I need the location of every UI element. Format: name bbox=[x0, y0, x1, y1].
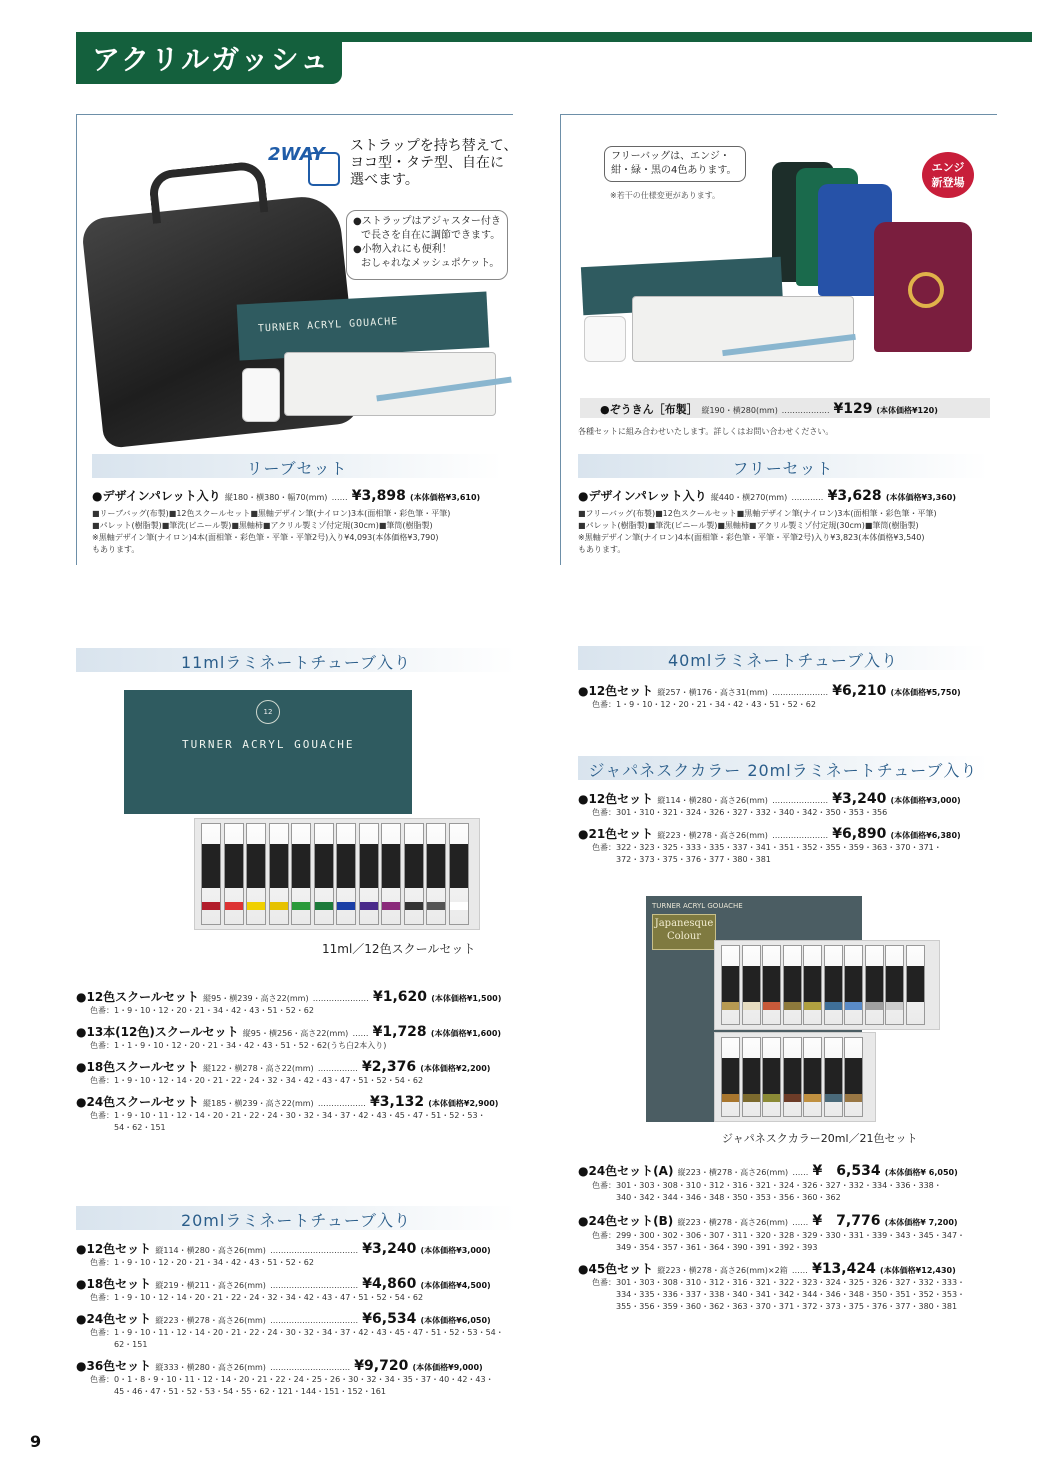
tube-color-swatch bbox=[845, 1094, 862, 1102]
item-dims: 縦114・横280・高さ26(mm) bbox=[657, 796, 768, 805]
free-set-band-label: フリーセット bbox=[732, 459, 834, 478]
color-numbers: 色番：299・300・302・306・307・311・320・328・329・330・331・339・343・345・347・ bbox=[592, 1231, 966, 1240]
item-base-price: (本体価格¥4,500) bbox=[420, 1281, 491, 1290]
product-line bbox=[76, 988, 526, 1005]
color-numbers: 色番：1・1・9・10・12・20・21・34・42・43・51・52・62(うち白2本入り) bbox=[90, 1041, 387, 1050]
color-numbers: 色番：1・9・10・12・14・20・21・22・24・32・34・42・43・47・51・52・54・62 bbox=[90, 1293, 424, 1302]
paint-tube bbox=[803, 945, 822, 1025]
band-11ml-label: 11mlラミネートチューブ入り bbox=[180, 653, 412, 672]
list-20ml bbox=[76, 1240, 526, 1404]
item-price: ¥1,728 bbox=[372, 1024, 427, 1040]
twoway-text bbox=[350, 138, 517, 189]
list-11ml bbox=[76, 988, 526, 1140]
paint-tube bbox=[824, 945, 843, 1025]
item-dots: …… bbox=[792, 1168, 809, 1177]
item-base-price: (本体価格¥6,380) bbox=[890, 831, 961, 840]
paint-tube bbox=[885, 945, 904, 1025]
tube-color-swatch bbox=[337, 902, 355, 910]
paint-tube bbox=[201, 823, 221, 925]
twoway-label: 2WAY bbox=[268, 144, 325, 165]
item-price: ¥4,860 bbox=[362, 1276, 417, 1292]
product-row bbox=[76, 988, 526, 1017]
band-japanesque bbox=[578, 756, 988, 780]
item-dims: 縦223・横278・高さ26(mm) bbox=[657, 831, 768, 840]
tube-color-swatch bbox=[292, 902, 310, 910]
item-dots: ……………… bbox=[781, 406, 830, 415]
tube-color-swatch bbox=[202, 902, 220, 910]
list-japanesque-top bbox=[578, 790, 1008, 872]
tube-color-swatch bbox=[845, 1002, 862, 1010]
contents-line: ※黒軸デザイン筆(ナイロン)4本(面相筆・彩色筆・平筆・平筆2号)入り¥4,093(本体価格¥3,790) bbox=[92, 533, 439, 542]
paint-tube bbox=[291, 823, 311, 925]
band-11ml bbox=[76, 648, 516, 672]
color-numbers: 349・354・357・361・364・390・391・392・393 bbox=[616, 1243, 818, 1252]
item-dots: …… bbox=[792, 1218, 809, 1227]
product-line bbox=[578, 790, 1008, 807]
item-dots: …………………………… bbox=[270, 1316, 359, 1325]
paint-tube bbox=[336, 823, 356, 925]
tube-color-swatch bbox=[804, 1094, 821, 1102]
item-dots: …………………………… bbox=[270, 1281, 359, 1290]
color-numbers: 色番：1・9・10・12・20・21・34・42・43・51・52・62 bbox=[90, 1258, 314, 1267]
color-numbers: 色番：1・9・10・12・20・21・34・42・43・51・52・62 bbox=[90, 1006, 314, 1015]
item-name: ●36色セット bbox=[76, 1359, 152, 1373]
new-enji-badge bbox=[922, 152, 974, 198]
item-price: ¥3,132 bbox=[370, 1094, 425, 1110]
color-numbers: 54・62・151 bbox=[114, 1123, 166, 1132]
leaf-set-band bbox=[92, 454, 502, 478]
leaf-set-contents bbox=[92, 508, 512, 556]
product-row bbox=[578, 790, 1008, 819]
item-name: ●デザインパレット入り bbox=[92, 489, 221, 503]
badge-line: エンジ bbox=[931, 161, 965, 174]
item-name: ●12色スクールセット bbox=[76, 990, 199, 1004]
pkg-title: Japanesque bbox=[654, 918, 714, 929]
item-dims: 縦223・横278・高さ26(mm) bbox=[677, 1168, 789, 1177]
paint-tube bbox=[906, 945, 925, 1025]
tube-label bbox=[337, 844, 355, 888]
color-numbers: 色番：1・9・10・11・12・14・20・21・22・24・30・32・34・37・42・43・45・47・51・52・53・ bbox=[90, 1111, 486, 1120]
paint-tube bbox=[381, 823, 401, 925]
product-row bbox=[76, 1275, 526, 1304]
item-name: ●13本(12色)スクールセット bbox=[76, 1025, 239, 1039]
caption-japanesque: ジャパネスクカラー20ml／21色セット bbox=[722, 1132, 918, 1145]
item-dots: ………………………… bbox=[270, 1363, 351, 1372]
contents-line: ■リーブバッグ(布製)■12色スクールセット■黒軸デザイン筆(ナイロン)3本(面相筆・彩色筆・平筆) bbox=[92, 509, 451, 518]
paint-tube bbox=[742, 1037, 761, 1117]
item-price: ¥9,720 bbox=[354, 1358, 409, 1374]
tube-color-swatch bbox=[270, 902, 288, 910]
free-set-item-line bbox=[578, 487, 956, 504]
item-dims: 縦114・横280・高さ26(mm) bbox=[155, 1246, 266, 1255]
list-japanesque-bottom bbox=[578, 1160, 1008, 1319]
paint-tube bbox=[404, 823, 424, 925]
item-base-price: (本体価格¥1,600) bbox=[430, 1029, 502, 1038]
contents-line: ■フリーバッグ(布製)■12色スクールセット■黒軸デザイン筆(ナイロン)3本(面相筆・彩色筆・平筆) bbox=[578, 509, 937, 518]
color-numbers: 色番：322・323・325・333・335・337・341・351・352・355・359・363・370・371・ bbox=[592, 843, 942, 852]
tube-color-swatch bbox=[804, 1002, 821, 1010]
item-price: ¥6,534 bbox=[362, 1311, 417, 1327]
item-dims: 縦257・横176・高さ31(mm) bbox=[657, 688, 768, 697]
item-name: ●24色セット(A) bbox=[578, 1164, 674, 1178]
twoway-text-2: ヨコ型・タテ型、自在に bbox=[350, 155, 504, 171]
item-name: ●18色セット bbox=[76, 1277, 152, 1291]
bag-logo-icon bbox=[908, 272, 944, 308]
combine-note: 各種セットに組み合わせいたします。詳しくはお問い合わせください。 bbox=[578, 427, 834, 436]
tube-color-swatch bbox=[825, 1002, 842, 1010]
product-line bbox=[578, 825, 1008, 842]
paint-tube bbox=[803, 1037, 822, 1117]
color-numbers: 色番：0・1・8・9・10・11・12・14・20・21・22・24・25・26・30・32・34・35・37・40・42・43・ bbox=[90, 1375, 494, 1384]
color-numbers: 色番：1・9・10・12・20・21・34・42・43・51・52・62 bbox=[592, 700, 816, 709]
tube-color-swatch bbox=[722, 1002, 739, 1010]
item-base-price: (本体価格¥3,000) bbox=[890, 796, 961, 805]
paint-tube bbox=[742, 945, 761, 1025]
leaf-set-item-line bbox=[92, 487, 480, 504]
contents-line: もあります。 bbox=[92, 545, 140, 554]
colours-seal: 12 bbox=[256, 700, 280, 724]
twoway-text-3: 選べます。 bbox=[350, 172, 419, 188]
paint-tube bbox=[762, 945, 781, 1025]
zoukin-line bbox=[600, 401, 938, 417]
item-dims: 縦333・横280・高さ26(mm) bbox=[155, 1363, 266, 1372]
tube-label bbox=[405, 844, 423, 888]
product-line bbox=[578, 1260, 1008, 1277]
product-row bbox=[578, 1210, 1008, 1254]
product-row bbox=[76, 1240, 526, 1269]
tube-color-swatch bbox=[722, 1094, 739, 1102]
item-dims: 縦180・横380・幅70(mm) bbox=[224, 493, 328, 502]
item-price: ¥3,898 bbox=[351, 488, 406, 504]
item-dots: ………… bbox=[791, 493, 824, 502]
header-rule bbox=[340, 32, 1032, 42]
item-price: ¥129 bbox=[833, 401, 873, 417]
item-price: ¥3,628 bbox=[827, 488, 882, 504]
item-base-price: (本体価格¥3,610) bbox=[410, 493, 481, 502]
band-japanesque-label: ジャパネスクカラー 20mlラミネートチューブ入り bbox=[588, 761, 978, 780]
paint-tube bbox=[783, 1037, 802, 1117]
item-dots: …………… bbox=[317, 1064, 358, 1073]
contents-line: ■パレット(樹脂製)■筆洗(ビニール製)■黒軸柿■アクリル製ミゾ付定規(30cm)■筆筒(樹脂製) bbox=[578, 521, 919, 530]
paint-tube bbox=[844, 945, 863, 1025]
free-set-band bbox=[578, 454, 988, 478]
tube-color-swatch bbox=[360, 902, 378, 910]
item-name: ●18色スクールセット bbox=[76, 1060, 199, 1074]
tube-color-swatch bbox=[247, 902, 265, 910]
item-price: ¥ 6,534 bbox=[812, 1163, 881, 1179]
water-cup bbox=[242, 368, 280, 422]
paint-tube bbox=[269, 823, 289, 925]
color-numbers: 色番：1・9・10・11・12・14・20・21・22・24・30・32・34・37・42・43・45・47・51・52・53・54・ bbox=[90, 1328, 504, 1337]
callout-line: おしゃれなメッシュポケット。 bbox=[361, 258, 500, 269]
tube-color-swatch bbox=[784, 1094, 801, 1102]
paint-tube bbox=[449, 823, 469, 925]
item-base-price: (本体価格¥120) bbox=[876, 406, 938, 415]
item-name: ●12色セット bbox=[578, 792, 654, 806]
item-dots: ………………… bbox=[772, 796, 829, 805]
product-row bbox=[578, 682, 1008, 711]
item-dims: 縦122・横278・高さ22(mm) bbox=[203, 1064, 314, 1073]
item-name: ●12色セット bbox=[76, 1242, 152, 1256]
item-dots: ………………… bbox=[772, 831, 829, 840]
product-row bbox=[76, 1310, 526, 1351]
item-price: ¥2,376 bbox=[362, 1059, 417, 1075]
tube-color-swatch bbox=[886, 1002, 903, 1010]
tube-color-swatch bbox=[427, 902, 445, 910]
paint-tube bbox=[865, 945, 884, 1025]
product-line bbox=[76, 1310, 526, 1327]
tube-color-swatch bbox=[225, 902, 243, 910]
item-dots: …… bbox=[331, 493, 348, 502]
item-base-price: (本体価格¥1,500) bbox=[431, 994, 502, 1003]
item-dims: 縦190・横280(mm) bbox=[701, 406, 778, 415]
japanesque-tubes-top bbox=[714, 940, 940, 1030]
item-price: ¥6,890 bbox=[832, 826, 887, 842]
product-line bbox=[578, 1160, 1008, 1180]
product-line bbox=[76, 1023, 526, 1040]
product-row bbox=[76, 1058, 526, 1087]
item-price: ¥ 7,776 bbox=[812, 1213, 881, 1229]
product-row bbox=[578, 1160, 1008, 1204]
item-dots: …………………………… bbox=[270, 1246, 359, 1255]
color-numbers: 62・151 bbox=[114, 1340, 148, 1349]
item-dots: …… bbox=[791, 1266, 808, 1275]
product-line bbox=[76, 1357, 526, 1374]
item-base-price: (本体価格¥6,050) bbox=[420, 1316, 491, 1325]
product-row bbox=[578, 825, 1008, 866]
item-dots: ……………… bbox=[317, 1099, 366, 1108]
tube-color-swatch bbox=[825, 1094, 842, 1102]
color-numbers: 355・356・359・360・362・363・370・371・372・373・375・376・377・380・381 bbox=[616, 1302, 958, 1311]
paint-tube bbox=[314, 823, 334, 925]
japanesque-label bbox=[652, 914, 716, 950]
free-bag-bubble bbox=[604, 146, 746, 182]
japanesque-tubes-bottom bbox=[714, 1032, 876, 1122]
paint-tube bbox=[224, 823, 244, 925]
item-dots: ………………… bbox=[772, 688, 829, 697]
caption-11ml: 11ml／12色スクールセット bbox=[322, 942, 476, 956]
item-name: ●デザインパレット入り bbox=[578, 489, 707, 503]
item-base-price: (本体価格¥ 7,200) bbox=[884, 1218, 958, 1227]
page-title: アクリルガッシュ bbox=[92, 43, 331, 76]
paint-tube bbox=[359, 823, 379, 925]
tube-label bbox=[450, 844, 468, 888]
item-name: ●24色セット bbox=[76, 1312, 152, 1326]
color-numbers: 色番：301・303・308・310・312・316・321・324・326・327・332・334・336・338・ bbox=[592, 1181, 942, 1190]
item-dims: 縦185・横239・高さ22(mm) bbox=[203, 1099, 314, 1108]
item-dims: 縦95・横256・高さ22(mm) bbox=[242, 1029, 349, 1038]
item-base-price: (本体価格¥9,000) bbox=[412, 1363, 483, 1372]
package-brand: TURNER ACRYL GOUACHE bbox=[652, 902, 743, 910]
product-line bbox=[578, 682, 1008, 699]
product-line bbox=[76, 1058, 526, 1075]
paint-tube bbox=[246, 823, 266, 925]
item-dots: …… bbox=[352, 1029, 369, 1038]
tube-color-swatch bbox=[784, 1002, 801, 1010]
item-price: ¥3,240 bbox=[832, 791, 887, 807]
tube-color-swatch bbox=[763, 1094, 780, 1102]
product-line bbox=[76, 1275, 526, 1292]
callout-line: ●ストラップはアジャスター付き bbox=[353, 216, 501, 227]
package-brand: TURNER ACRYL GOUACHE bbox=[257, 316, 399, 335]
product-row bbox=[76, 1023, 526, 1052]
band-20ml-label: 20mlラミネートチューブ入り bbox=[180, 1211, 412, 1230]
item-name: ●45色セット bbox=[578, 1262, 654, 1276]
item-dims: 縦219・横211・高さ26(mm) bbox=[155, 1281, 266, 1290]
free-set-contents bbox=[578, 508, 998, 556]
twoway-text-1: ストラップを持ち替えて、 bbox=[350, 138, 518, 154]
paint-tube bbox=[824, 1037, 843, 1117]
product-row bbox=[76, 1093, 526, 1134]
paint-tube bbox=[783, 945, 802, 1025]
tubes-11ml-image bbox=[194, 818, 480, 930]
callout-line: ●小物入れにも便利！ bbox=[353, 244, 452, 255]
tube-label bbox=[270, 844, 288, 888]
item-dots: ………………… bbox=[312, 994, 369, 1003]
color-numbers: 340・342・344・346・348・350・353・356・360・362 bbox=[616, 1193, 841, 1202]
paint-tube bbox=[844, 1037, 863, 1117]
color-numbers: 色番：301・303・308・310・312・316・321・322・323・324・325・326・327・332・333・ bbox=[592, 1278, 966, 1287]
contents-line: ■パレット(樹脂製)■筆洗(ビニール製)■黒軸柿■アクリル製ミゾ付定規(30cm)■筆筒(樹脂製) bbox=[92, 521, 433, 530]
free-water-cup bbox=[584, 316, 626, 362]
product-line bbox=[76, 1093, 526, 1110]
list-40ml bbox=[578, 682, 1008, 717]
pkg-title: Colour bbox=[666, 931, 702, 942]
strap-icon bbox=[308, 152, 340, 186]
color-numbers: 334・335・336・337・338・340・341・342・344・346・348・350・351・352・353・ bbox=[616, 1290, 966, 1299]
product-line bbox=[578, 1210, 1008, 1230]
item-price: ¥6,210 bbox=[832, 683, 887, 699]
callout-line: で長さを自在に調節できます。 bbox=[361, 230, 501, 241]
paint-tube bbox=[426, 823, 446, 925]
band-40ml-label: 40mlラミネートチューブ入り bbox=[667, 651, 899, 670]
bubble-line: 紺・緑・黒の4色あります。 bbox=[611, 165, 737, 176]
product-row bbox=[578, 1260, 1008, 1313]
paint-tube bbox=[721, 945, 740, 1025]
package-11ml bbox=[124, 690, 412, 814]
bubble-line: フリーバッグは、エンジ・ bbox=[611, 151, 730, 162]
item-base-price: (本体価格¥12,430) bbox=[880, 1266, 956, 1275]
color-numbers: 372・373・375・376・377・380・381 bbox=[616, 855, 771, 864]
contents-line: ※黒軸デザイン筆(ナイロン)4本(面相筆・彩色筆・平筆・平筆2号)入り¥3,823(本体価格¥3,540) bbox=[578, 533, 925, 542]
free-bag-note: ※若干の仕様変更があります。 bbox=[610, 191, 721, 200]
item-base-price: (本体価格¥3,000) bbox=[420, 1246, 491, 1255]
tube-label bbox=[315, 844, 333, 888]
product-row bbox=[76, 1357, 526, 1398]
item-base-price: (本体価格¥5,750) bbox=[890, 688, 961, 697]
item-dims: 縦95・横239・高さ22(mm) bbox=[203, 994, 309, 1003]
tube-label bbox=[427, 844, 445, 888]
color-numbers: 45・46・47・51・52・53・54・55・62・121・144・151・152・161 bbox=[114, 1387, 386, 1396]
paint-tube bbox=[762, 1037, 781, 1117]
band-40ml bbox=[578, 646, 988, 670]
enji-bag-image bbox=[874, 222, 972, 352]
tube-color-swatch bbox=[907, 1002, 924, 1010]
item-dims: 縦440・横270(mm) bbox=[710, 493, 788, 502]
section-title-box bbox=[76, 32, 342, 84]
tube-color-swatch bbox=[450, 902, 468, 910]
item-price: ¥3,240 bbox=[362, 1241, 417, 1257]
color-numbers: 色番：1・9・10・12・14・20・21・22・24・32・34・42・43・47・51・52・54・62 bbox=[90, 1076, 424, 1085]
item-base-price: (本体価格¥2,900) bbox=[428, 1099, 499, 1108]
tube-color-swatch bbox=[866, 1002, 883, 1010]
product-line bbox=[76, 1240, 526, 1257]
tube-color-swatch bbox=[382, 902, 400, 910]
leaf-set-band-label: リーブセット bbox=[246, 459, 348, 478]
item-dims: 縦223・横278・高さ26(mm) bbox=[677, 1218, 789, 1227]
item-name: ●24色スクールセット bbox=[76, 1095, 199, 1109]
item-price: ¥1,620 bbox=[372, 989, 427, 1005]
item-price: ¥13,424 bbox=[812, 1261, 876, 1277]
tube-label bbox=[202, 844, 220, 888]
leaf-callout bbox=[346, 210, 508, 280]
band-20ml bbox=[76, 1206, 516, 1230]
tube-color-swatch bbox=[315, 902, 333, 910]
item-name: ●ぞうきん［布製］ bbox=[600, 403, 698, 416]
tube-color-swatch bbox=[405, 902, 423, 910]
item-dims: 縦223・横278・高さ26(mm)×2箱 bbox=[657, 1266, 788, 1275]
color-numbers: 色番：301・310・321・324・326・327・332・340・342・350・353・356 bbox=[592, 808, 888, 817]
item-base-price: (本体価格¥2,200) bbox=[420, 1064, 491, 1073]
item-dims: 縦223・横278・高さ26(mm) bbox=[155, 1316, 266, 1325]
tube-color-swatch bbox=[743, 1094, 760, 1102]
tube-label bbox=[225, 844, 243, 888]
item-name: ●24色セット(B) bbox=[578, 1214, 674, 1228]
contents-line: もあります。 bbox=[578, 545, 626, 554]
tube-label bbox=[292, 844, 310, 888]
tube-label bbox=[247, 844, 265, 888]
package-brand: TURNER ACRYL GOUACHE bbox=[182, 738, 355, 751]
tube-label bbox=[360, 844, 378, 888]
page-number: 9 bbox=[30, 1432, 42, 1451]
tube-color-swatch bbox=[763, 1002, 780, 1010]
tube-color-swatch bbox=[743, 1002, 760, 1010]
badge-line: 新登場 bbox=[931, 176, 965, 189]
tube-label bbox=[382, 844, 400, 888]
item-name: ●12色セット bbox=[578, 684, 654, 698]
paint-tube bbox=[721, 1037, 740, 1117]
item-name: ●21色セット bbox=[578, 827, 654, 841]
item-base-price: (本体価格¥3,360) bbox=[885, 493, 957, 502]
item-base-price: (本体価格¥ 6,050) bbox=[884, 1168, 958, 1177]
